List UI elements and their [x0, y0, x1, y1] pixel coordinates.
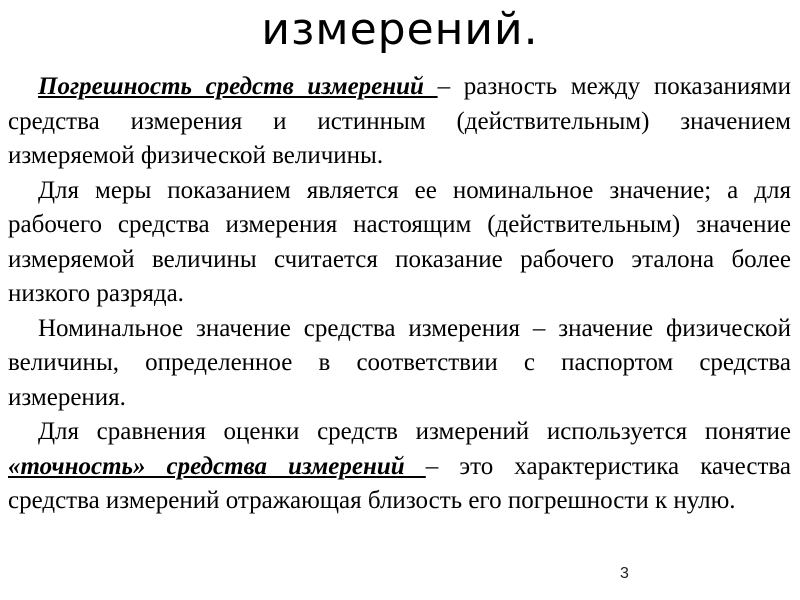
paragraph-measurement-error-definition	[8, 70, 791, 174]
slide-body	[8, 70, 791, 519]
paragraph-text: Для меры показанием является ее номинальное значение; а для рабочего средства измерения настоящим (действительным) значение измеряемой величины считается показание рабочего эталона более низкого разряда.	[8, 176, 791, 307]
paragraph-text: Номинальное значение средства измерения – значение физической величины, определенное в соответствии с паспортом средства измерения.	[8, 314, 791, 411]
paragraph-accuracy-definition	[8, 415, 791, 519]
paragraph-text: Для сравнения оценки средств измерений используется понятие	[38, 418, 791, 445]
term-measurement-error: Погрешность средств измерений	[38, 73, 438, 100]
paragraph-text: – это характеристика качества средства измерений отражающая близость его погрешности к нулю.	[8, 452, 791, 514]
paragraph-measure-indication	[8, 174, 791, 312]
paragraph-text: – разность между показаниями средства измерения и истинным (действительным) значением измеряемой физической величины.	[8, 73, 791, 169]
term-accuracy: «точность» средства измерений	[8, 452, 426, 480]
paragraph-nominal-value	[8, 312, 791, 416]
slide-title: измерений.	[261, 4, 539, 55]
page-number: 3	[620, 565, 629, 582]
